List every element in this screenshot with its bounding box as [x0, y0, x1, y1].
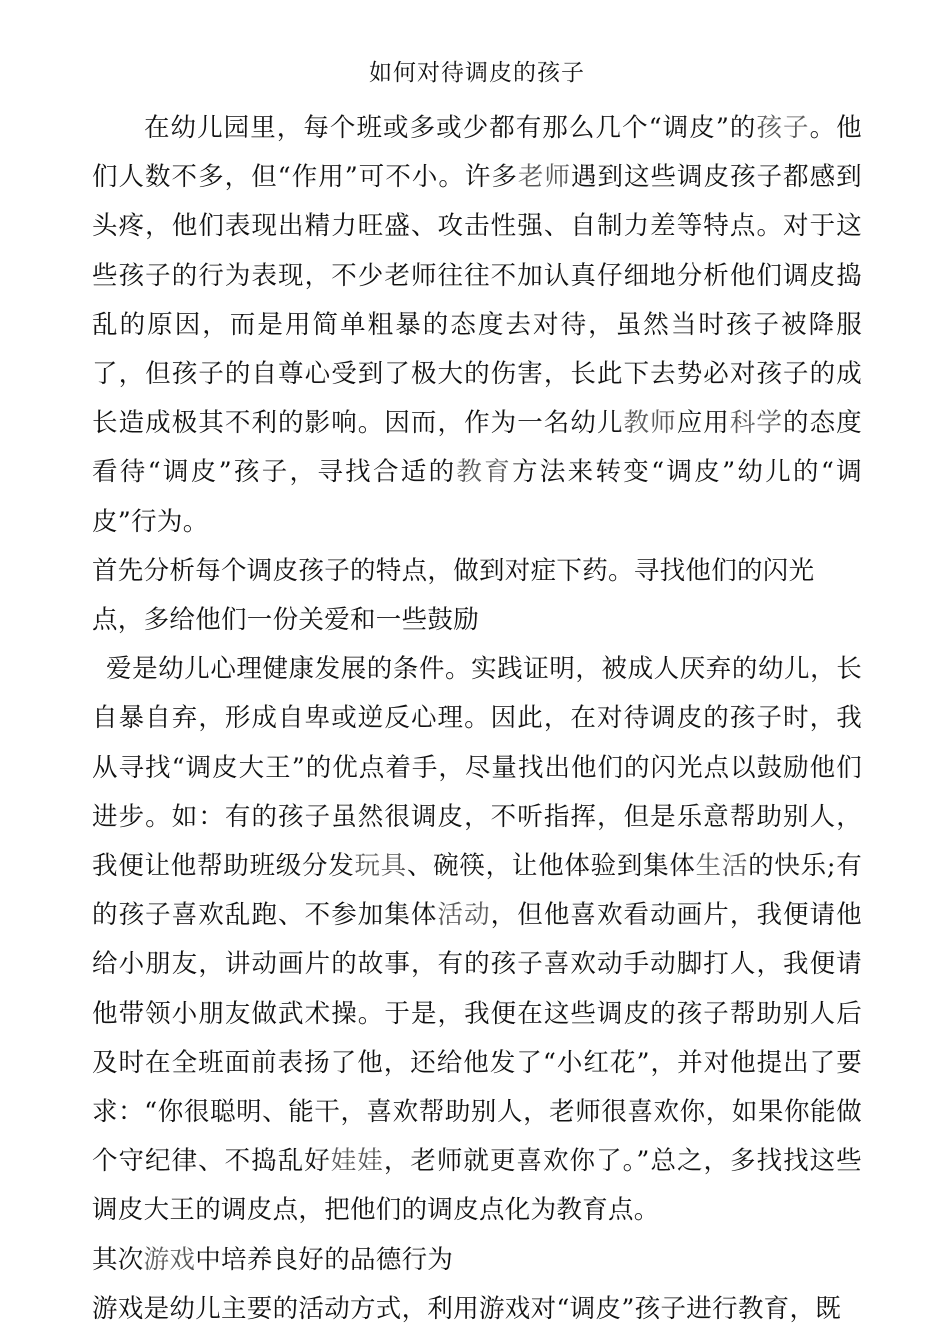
- section-heading-2: [92, 1236, 862, 1285]
- keyword-link[interactable]: 孩子: [756, 113, 810, 143]
- text-span: ，但他喜欢看动画片，我便请他给小朋友，讲动画片的故事，有的孩子喜欢动手动脚打人，我便请他带领小朋友做武术操。于是，我便在这些调皮的孩子帮助别人后及时在全班面前表扬了他，还给他发了“小红花”，并对他提出了要求：“你很聪明、能干，喜欢帮助别人，老师很喜欢你，如果你能做个守纪律、不捣乱好: [92, 900, 862, 1177]
- keyword-link[interactable]: 生活: [695, 851, 749, 882]
- body-paragraph-2: [92, 645, 862, 1235]
- keyword-link[interactable]: 老师: [517, 162, 571, 193]
- keyword-link[interactable]: 游戏: [143, 1244, 196, 1275]
- text-span: 遇到这些调皮孩子都感到头疼，他们表现出精力旺盛、攻击性强、自制力差等特点。对于这些孩子的行为表现，不少老师往往不加认真仔细地分析他们调皮捣乱的原因，而是用简单粗暴的态度去对待，虽然当时孩子被降服了，但孩子的自尊心受到了极大的伤害，长此下去势必对孩子的成长造成极其不利的影响。因而，作为一名幼儿: [92, 162, 862, 439]
- text-span: ，老师就更喜欢你了。”总之，多找找这些调皮大王的调皮点，把他们的调皮点化为教育点。: [92, 1146, 862, 1226]
- keyword-link[interactable]: 科学: [729, 408, 784, 439]
- text-span: 。他们人数不多，但“作用”可不小。许多: [92, 113, 862, 193]
- text-span: 爱是幼儿心理健康发展的条件。实践证明，被成人厌弃的幼儿，长自暴自弃，形成自卑或逆反心理。因此，在对待调皮的孩子时，我从寻找“调皮大王”的优点着手，尽量找出他们的闪光点以鼓励他们进步。如：有的孩子虽然很调皮，不听指挥，但是乐意帮助别人，我便让他帮助班级分发: [92, 654, 862, 882]
- section-heading-1: 首先分析每个调皮孩子的特点，做到对症下药。寻找他们的闪光点，多给他们一份关爱和一些鼓励: [92, 555, 815, 636]
- text-span: 的态度看待“调皮”孩子，寻找合适的: [92, 408, 862, 488]
- text-span: 的快乐;有的孩子喜欢乱跑、不参加集体: [92, 851, 862, 931]
- keyword-link[interactable]: 玩具: [354, 851, 407, 882]
- text-span: 中培养良好的品德行为: [195, 1244, 454, 1275]
- text-span: 、碗筷，让他体验到集体: [406, 851, 696, 882]
- keyword-link[interactable]: 娃娃: [330, 1146, 384, 1177]
- body-paragraph-3: 游戏是幼儿主要的活动方式，利用游戏对“调皮”孩子进行教育，既: [92, 1293, 842, 1324]
- intro-paragraph: [92, 104, 862, 547]
- keyword-link[interactable]: 教育: [456, 457, 513, 488]
- keyword-link[interactable]: 活动: [437, 900, 491, 931]
- document-title: 如何对待调皮的孩子: [369, 60, 585, 86]
- text-span: 应用: [676, 408, 730, 439]
- text-span: 方法来转变“调皮”幼儿的“调皮”行为。: [92, 457, 862, 537]
- text-span: 在幼儿园里，每个班或多或少都有那么几个“调皮”的: [144, 113, 757, 143]
- text-span: 其次: [92, 1244, 144, 1275]
- document-page: [92, 58, 862, 1334]
- keyword-link[interactable]: 教师: [623, 408, 677, 439]
